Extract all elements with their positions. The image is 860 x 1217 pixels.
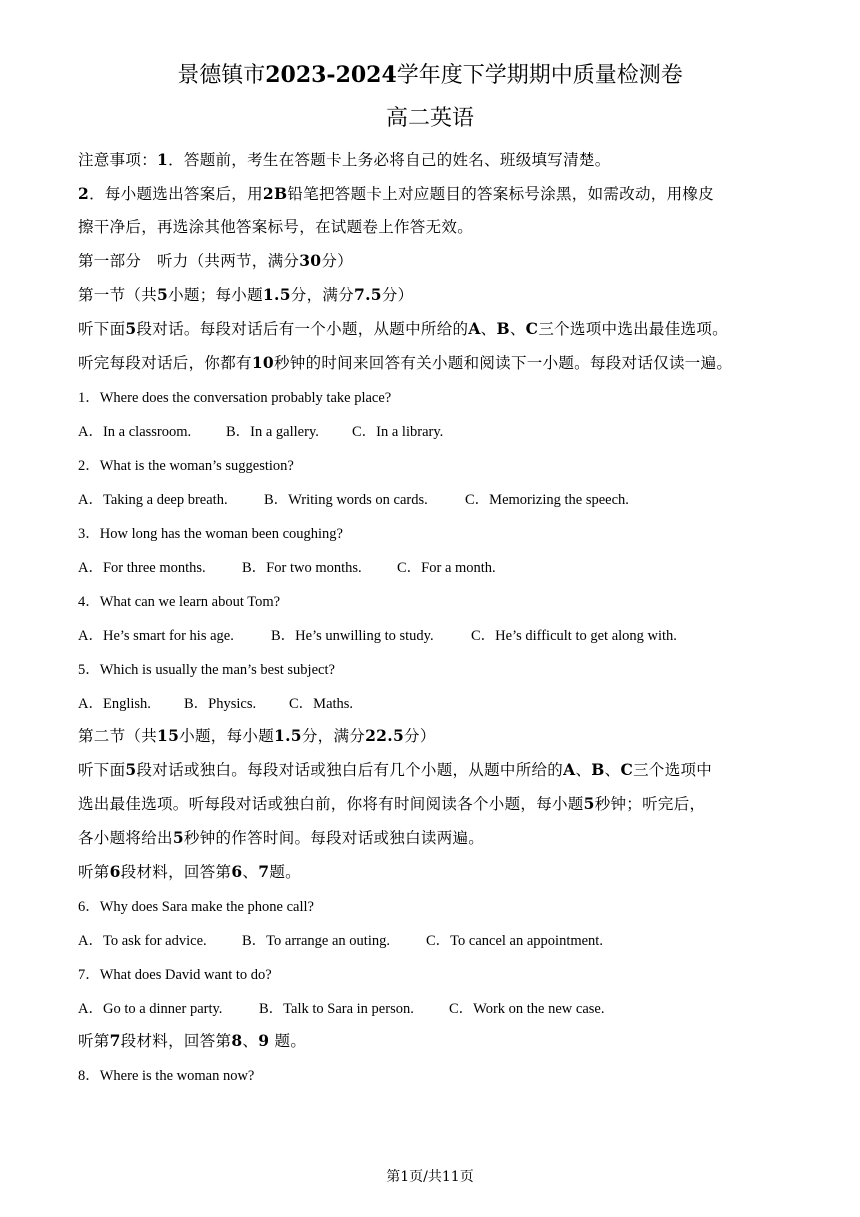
notes-item-1 (78, 148, 611, 170)
section2-instruction-2: 选出最佳选项。听每段对话或独白前，你将有时间阅读各个小题，每小题5秒钟；听完后， (78, 794, 706, 813)
question-7-options (78, 997, 604, 1018)
question-6-option-b: B．To arrange an outing. (242, 933, 390, 949)
exam-title: 景德镇市2023-2024学年度下学期期中质量检测卷 (177, 62, 683, 88)
section2-instruction-1: 听下面5段对话或独白。每段对话或独白后有几个小题，从题中所给的A、B、C三个选项中 (78, 760, 713, 779)
material-7-heading: 听第7段材料，回答第8、9 题。 (78, 1031, 307, 1050)
question-4-option-c: C．He’s difficult to get along with. (471, 628, 677, 644)
question-8-stem: 8．Where is the woman now? (78, 1068, 255, 1084)
question-6-option-c: C．To cancel an appointment. (426, 933, 603, 949)
part1-title: 第一部分 听力（共两节，满分30分） (78, 251, 353, 270)
question-5-option-c: C．Maths. (289, 696, 354, 712)
question-1-options (78, 420, 443, 441)
question-6-options (78, 929, 603, 950)
question-1-option-c: C．In a library. (352, 424, 444, 440)
question-5-option-a: A．English. (78, 696, 151, 712)
question-4-options (78, 624, 677, 645)
section1-title: 第一节（共5小题；每小题1.5分，满分7.5分） (78, 285, 414, 304)
question-2-options (78, 488, 629, 509)
section1-instruction-1: 听下面5段对话。每段对话后有一个小题，从题中所给的A、B、C三个选项中选出最佳选项。 (78, 319, 728, 338)
question-5-stem: 5．Which is usually the man’s best subject? (78, 662, 335, 678)
material-6-heading: 听第6段材料，回答第6、7题。 (78, 862, 301, 881)
question-5-option-b: B．Physics. (184, 696, 257, 712)
notes-item-2a: 2．每小题选出答案后，用2B铅笔把答题卡上对应题目的答案标号涂黑，如需改动，用橡皮 (78, 184, 715, 203)
question-6-option-a: A．To ask for advice. (78, 933, 207, 949)
section2-instruction-3: 各小题将给出5秒钟的作答时间。每段对话或独白读两遍。 (78, 828, 485, 847)
question-5-options (78, 692, 353, 713)
question-3-stem: 3．How long has the woman been coughing? (78, 526, 343, 542)
exam-subject: 高二英语 (385, 106, 474, 131)
question-6-stem: 6．Why does Sara make the phone call? (78, 899, 314, 915)
question-2-option-a: A．Taking a deep breath. (78, 492, 228, 508)
question-1-option-b: B．In a gallery. (226, 424, 319, 440)
question-4-stem: 4．What can we learn about Tom? (78, 594, 281, 610)
question-7-stem: 7．What does David want to do? (78, 967, 272, 983)
question-7-option-b: B．Talk to Sara in person. (259, 1001, 414, 1017)
question-1-option-a: A．In a classroom. (78, 424, 192, 440)
question-4-option-a: A．He’s smart for his age. (78, 628, 234, 644)
section1-instruction-2: 听完每段对话后，你都有10秒钟的时间来回答有关小题和阅读下一小题。每段对话仅读一遍。 (78, 353, 733, 372)
question-7-option-c: C．Work on the new case. (449, 1001, 605, 1017)
question-3-option-a: A．For three months. (78, 560, 206, 576)
question-2-stem: 2．What is the woman’s suggestion? (78, 458, 294, 474)
page-footer: 第1页/共11页 (386, 1169, 474, 1185)
question-3-option-b: B．For two months. (242, 560, 362, 576)
question-4-option-b: B．He’s unwilling to study. (271, 628, 434, 644)
question-2-option-b: B．Writing words on cards. (264, 492, 428, 508)
question-7-option-a: A．Go to a dinner party. (78, 1001, 223, 1017)
section2-title: 第二节（共15小题，每小题1.5分，满分22.5分） (78, 726, 436, 745)
notes-item-2b: 擦干净后，再选涂其他答案标号，在试题卷上作答无效。 (78, 218, 474, 236)
question-3-options (78, 556, 496, 577)
question-1-stem: 1．Where does the conversation probably take place? (78, 390, 392, 406)
question-2-option-c: C．Memorizing the speech. (465, 492, 629, 508)
notes-item-1-text: 1．答题前，考生在答题卡上务必将自己的姓名、班级填写清楚。 (157, 150, 611, 169)
question-3-option-c: C．For a month. (397, 560, 496, 576)
notes-lead: 注意事项： (78, 151, 158, 169)
